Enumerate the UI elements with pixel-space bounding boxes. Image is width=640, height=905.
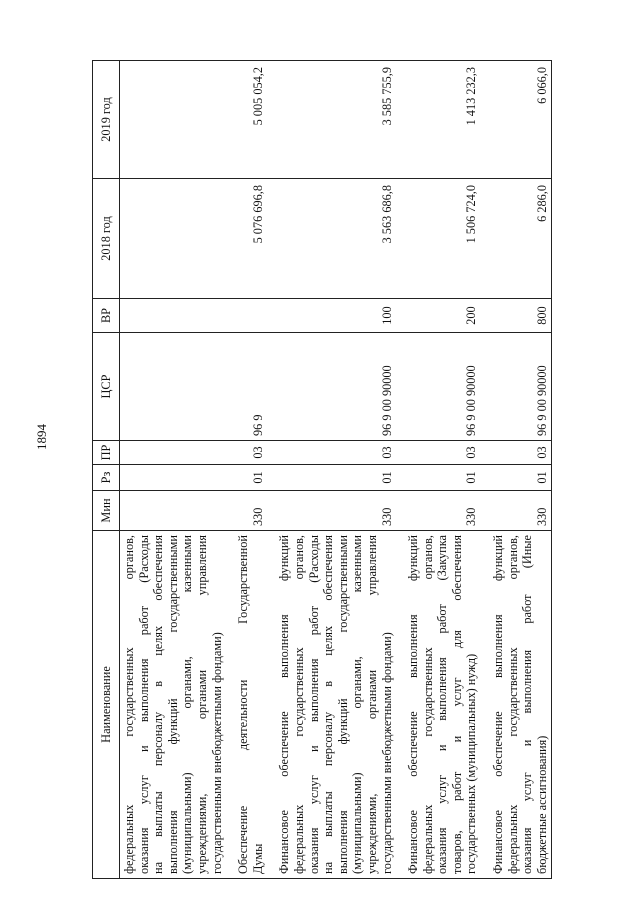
spacer-cell [267, 465, 275, 491]
name-line: федеральных государственных органов, [505, 535, 520, 874]
table-body [120, 61, 552, 879]
cell-pr: 03 [489, 441, 552, 465]
cell-min: 330 [489, 491, 552, 531]
name-line: оказания услуг и выполнения работ (Расходы [136, 535, 151, 874]
row-spacer [267, 61, 275, 879]
name-line: товаров, работ и услуг для обеспечения [449, 535, 464, 874]
cell-min: 330 [275, 491, 396, 531]
header-pr: ПР [93, 441, 120, 465]
cell-csr: 96 9 00 90000 [404, 333, 481, 441]
cell-name [404, 531, 481, 879]
cell-rz [120, 465, 227, 491]
cell-vr: 100 [275, 299, 396, 333]
name-line: оказания услуг и выполнения работ (Иные [520, 535, 535, 874]
name-line: государственных (муниципальных) нужд) [464, 653, 479, 874]
rotated-table-sheet [92, 61, 634, 879]
spacer-cell [267, 491, 275, 531]
cell-rz: 01 [234, 465, 267, 491]
cell-pr: 03 [404, 441, 481, 465]
table-row [404, 61, 481, 879]
cell-2018 [120, 179, 227, 299]
cell-vr [234, 299, 267, 333]
row-spacer [226, 61, 234, 879]
spacer-cell [226, 333, 234, 441]
spacer-cell [396, 531, 404, 879]
spacer-cell [267, 333, 275, 441]
cell-csr: 96 9 00 90000 [275, 333, 396, 441]
spacer-cell [226, 465, 234, 491]
header-2019: 2019 год [93, 61, 120, 179]
table-row [489, 61, 552, 879]
name-line: на выплаты персоналу в целях обеспечения [151, 535, 166, 874]
spacer-cell [396, 465, 404, 491]
name-line: Обеспечение деятельности Государственной [236, 535, 251, 874]
name-line: Думы [250, 843, 265, 874]
table-row [275, 61, 396, 879]
name-line: государственными внебюджетными фондами) [379, 632, 394, 874]
name-line: оказания услуг и выполнения работ (Закупка [435, 535, 450, 874]
row-spacer [481, 61, 489, 879]
spacer-cell [396, 333, 404, 441]
name-line: оказания услуг и выполнения работ (Расходы [306, 535, 321, 874]
header-rz: Рз [93, 465, 120, 491]
header-csr: ЦСР [93, 333, 120, 441]
cell-name [489, 531, 552, 879]
spacer-cell [396, 441, 404, 465]
cell-name [234, 531, 267, 879]
spacer-cell [481, 491, 489, 531]
cell-name [120, 531, 227, 879]
spacer-cell [396, 299, 404, 333]
cell-vr [120, 299, 227, 333]
row-spacer [396, 61, 404, 879]
spacer-cell [396, 179, 404, 299]
name-line: на выплаты персоналу в целях обеспечения [321, 535, 336, 874]
cell-csr: 96 9 [234, 333, 267, 441]
cell-2018: 5 076 696,8 [234, 179, 267, 299]
name-line: федеральных государственных органов, [420, 535, 435, 874]
spacer-cell [226, 531, 234, 879]
header-2018: 2018 год [93, 179, 120, 299]
name-line: Финансовое обеспечение выполнения функций [406, 535, 421, 874]
spacer-cell [267, 441, 275, 465]
name-line: бюджетные ассигнования) [534, 735, 549, 874]
cell-csr: 96 9 00 90000 [489, 333, 552, 441]
cell-pr [120, 441, 227, 465]
spacer-cell [396, 61, 404, 179]
cell-rz: 01 [404, 465, 481, 491]
cell-2019: 6 066,0 [489, 61, 552, 179]
name-line: государственными внебюджетными фондами) [209, 632, 224, 874]
spacer-cell [267, 61, 275, 179]
name-line: Финансовое обеспечение выполнения функций [491, 535, 506, 874]
cell-2019: 5 005 054,2 [234, 61, 267, 179]
spacer-cell [481, 333, 489, 441]
spacer-cell [267, 179, 275, 299]
spacer-cell [481, 531, 489, 879]
cell-vr: 200 [404, 299, 481, 333]
cell-rz: 01 [489, 465, 552, 491]
name-line: федеральных государственных органов, [122, 535, 136, 874]
spacer-cell [396, 491, 404, 531]
cell-pr: 03 [275, 441, 396, 465]
cell-min: 330 [404, 491, 481, 531]
budget-table [92, 60, 552, 879]
cell-name [275, 531, 396, 879]
name-line: (муниципальными) органами, казенными [350, 535, 365, 874]
table-row [234, 61, 267, 879]
name-line: федеральных государственных органов, [291, 535, 306, 874]
spacer-cell [267, 531, 275, 879]
spacer-cell [226, 491, 234, 531]
table-row [120, 61, 227, 879]
spacer-cell [481, 179, 489, 299]
cell-2019: 3 585 755,9 [275, 61, 396, 179]
cell-2019 [120, 61, 227, 179]
header-name: Наименование [93, 531, 120, 879]
spacer-cell [226, 299, 234, 333]
cell-2018: 3 563 686,8 [275, 179, 396, 299]
header-vr: ВР [93, 299, 120, 333]
spacer-cell [226, 61, 234, 179]
table-header [93, 61, 120, 879]
spacer-cell [226, 441, 234, 465]
spacer-cell [481, 61, 489, 179]
cell-vr: 800 [489, 299, 552, 333]
cell-csr [120, 333, 227, 441]
header-min: Мин [93, 491, 120, 531]
cell-2019: 1 413 232,3 [404, 61, 481, 179]
name-line: учреждениями, органами управления [194, 535, 209, 874]
cell-pr: 03 [234, 441, 267, 465]
cell-rz: 01 [275, 465, 396, 491]
spacer-cell [481, 441, 489, 465]
name-line: Финансовое обеспечение выполнения функций [277, 535, 292, 874]
cell-min [120, 491, 227, 531]
spacer-cell [267, 299, 275, 333]
page-number: 1894 [34, 424, 49, 450]
name-line: учреждениями, органами управления [364, 535, 379, 874]
name-line: выполнения функций государственными [335, 535, 350, 874]
cell-2018: 6 286,0 [489, 179, 552, 299]
spacer-cell [481, 299, 489, 333]
cell-min: 330 [234, 491, 267, 531]
spacer-cell [226, 179, 234, 299]
cell-2018: 1 506 724,0 [404, 179, 481, 299]
name-line: (муниципальными) органами, казенными [180, 535, 195, 874]
spacer-cell [481, 465, 489, 491]
name-line: выполнения функций государственными [165, 535, 180, 874]
